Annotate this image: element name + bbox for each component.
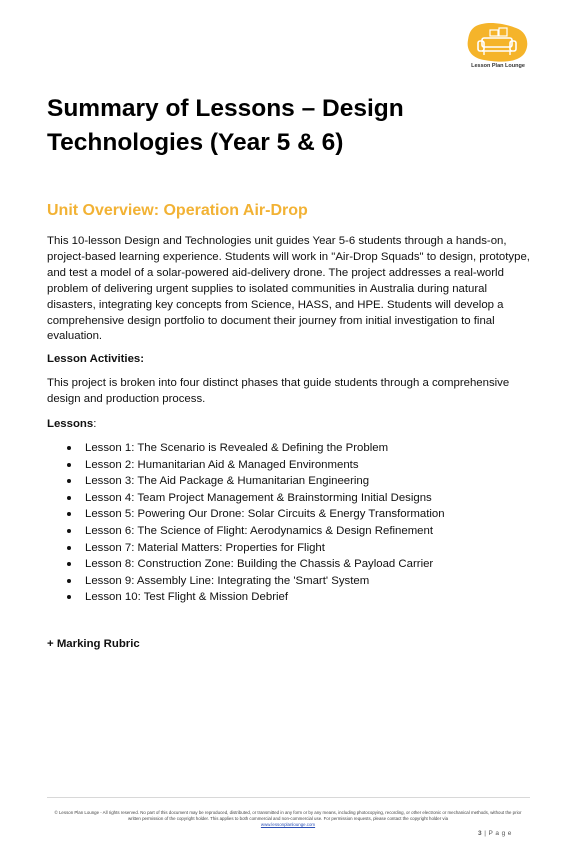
lesson-item: Lesson 8: Construction Zone: Building the Chassis & Payload Carrier (64, 556, 445, 573)
lessons-label-colon: : (93, 418, 97, 430)
lesson-item: Lesson 5: Powering Our Drone: Solar Circuits & Energy Transformation (64, 506, 445, 523)
lesson-item: Lesson 9: Assembly Line: Integrating the 'Smart' System (64, 573, 445, 590)
page-number-value: 3 (478, 830, 483, 837)
page-title: Summary of Lessons – Design Technologies (Year 5 & 6) (47, 95, 404, 156)
lesson-activities-paragraph: This project is broken into four distinct phases that guide students through a comprehensive design and production process. (47, 377, 510, 405)
website-link[interactable]: www.lessonplanlounge.com (260, 822, 316, 828)
lesson-activities-label: Lesson Activities: (47, 353, 145, 365)
footer-copyright (50, 810, 526, 829)
lesson-item: Lesson 4: Team Project Management & Brainstorming Initial Designs (64, 490, 445, 507)
lessons-label-text: Lessons (47, 418, 94, 430)
lessons-label (47, 417, 537, 433)
lesson-item: Lesson 3: The Aid Package & Humanitarian Engineering (64, 473, 445, 490)
unit-overview-paragraph: This 10-lesson Design and Technologies unit guides Year 5-6 students through a hands-on, project-based learning experience. Students will work in "Air-Drop Squads" to design, prototype, and test a model of a solar-powered aid-delivery drone. The project addresses a real-world problem of delivering urgent supplies to isolated communities in Australia during natural disasters, integrating key concepts from Science, HASS, and HPE. Students will develop a comprehensive design portfolio to document their journey from initial investigation to final evaluation. (47, 235, 530, 343)
copyright-text: © Lesson Plan Lounge - All rights reserved. No part of this document may be reproduced, distributed, or transmitted in any form or by any means, including photocopying, recording, or other electronic or mechanical methods, without the prior written permission of the copyright holder. This applies to both commercial and non-commercial use. For permission requests, please contact the copyright holder via (54, 810, 522, 822)
footer-divider (47, 797, 530, 798)
logo-text: Lesson Plan Lounge (471, 63, 525, 69)
brand-logo (466, 22, 530, 74)
page-label: | P a g e (484, 830, 512, 837)
lesson-item: Lesson 10: Test Flight & Mission Debrief (64, 589, 445, 606)
lounge-sofa-icon (466, 22, 530, 62)
page-number (478, 830, 512, 837)
marking-rubric-label: + Marking Rubric (47, 638, 140, 650)
lesson-item: Lesson 7: Material Matters: Properties for Flight (64, 540, 445, 557)
lesson-item: Lesson 1: The Scenario is Revealed & Defining the Problem (64, 440, 445, 457)
lesson-item: Lesson 6: The Science of Flight: Aerodynamics & Design Refinement (64, 523, 445, 540)
section-heading: Unit Overview: Operation Air-Drop (47, 202, 308, 219)
lesson-item: Lesson 2: Humanitarian Aid & Managed Environments (64, 457, 445, 474)
lessons-list (64, 440, 445, 606)
